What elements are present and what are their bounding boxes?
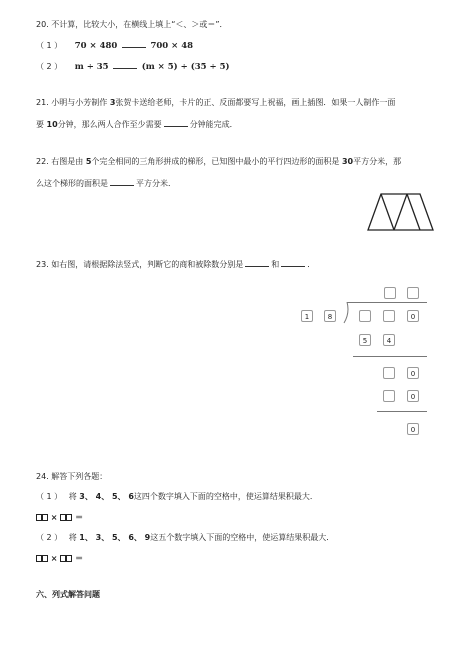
division-bar bbox=[347, 302, 427, 303]
q20-part2-right: (m × 5) ÷ (35 ÷ 5) bbox=[141, 62, 230, 72]
digit-slot[interactable] bbox=[66, 514, 72, 521]
product-digit: 0 bbox=[407, 390, 419, 402]
q24-numbers: 1、 3、 5、 6、 9 bbox=[79, 533, 151, 542]
quotient-box[interactable] bbox=[407, 287, 419, 299]
q22-line2 bbox=[36, 177, 176, 190]
q20-part1-blank[interactable] bbox=[122, 39, 146, 48]
q24-text: 将 bbox=[68, 492, 80, 501]
product-digit: 5 bbox=[359, 334, 371, 346]
section-6-title: 六、列式解答问题 bbox=[36, 590, 100, 599]
q21-number: 3 bbox=[109, 98, 116, 107]
trapezoid-divider bbox=[407, 194, 420, 230]
dividend-box[interactable] bbox=[383, 310, 395, 322]
q24-part2-label: （ 2 ） bbox=[36, 533, 63, 542]
final-remainder-digit: 0 bbox=[407, 423, 419, 435]
q24-numbers: 3、 4、 5、 6 bbox=[79, 492, 134, 501]
q23-blank-quotient[interactable] bbox=[245, 258, 269, 267]
q21-text: 要 bbox=[36, 120, 47, 129]
q21-line2 bbox=[36, 118, 238, 131]
divisor-digit: 1 bbox=[301, 310, 313, 322]
q24-part1-label: （ 1 ） bbox=[36, 492, 63, 501]
times-sign: × bbox=[50, 513, 58, 522]
q21-text: 分钟，那么两人合作至少需要 bbox=[57, 120, 162, 129]
q20-part2 bbox=[36, 60, 230, 73]
q21-text: 分钟能完成． bbox=[189, 120, 238, 129]
q21-blank[interactable] bbox=[164, 118, 188, 127]
q24-part1 bbox=[36, 491, 318, 503]
q23-text: 23. 如右图，请根据除法竖式，判断它的商和被除数分别是 bbox=[36, 260, 244, 269]
digit-slot[interactable] bbox=[42, 514, 48, 521]
q23-blank-dividend[interactable] bbox=[281, 258, 305, 267]
q23-text: 和 bbox=[271, 260, 280, 269]
q22-text: 个完全相同的三角形拼成的梯形，已知图中最小的平行四边形的面积是 bbox=[91, 157, 342, 166]
trapezoid-figure bbox=[367, 192, 435, 232]
q22-text: 平方分米． bbox=[136, 179, 176, 188]
equals-sign: ＝ bbox=[75, 554, 84, 563]
q21-line1 bbox=[36, 97, 395, 109]
subtraction-line bbox=[353, 356, 427, 357]
q24-text: 这四个数字填入下面的空格中，使运算结果积最大． bbox=[133, 492, 318, 501]
q24-text: 将 bbox=[68, 533, 80, 542]
product-box[interactable] bbox=[383, 390, 395, 402]
subtraction-line bbox=[377, 411, 427, 412]
remainder-box[interactable] bbox=[383, 367, 395, 379]
q23-stem bbox=[36, 258, 315, 271]
digit-slot[interactable] bbox=[42, 555, 48, 562]
q22-text: 22. 右图是由 bbox=[36, 157, 86, 166]
q22-text: 平方分米，那 bbox=[353, 157, 402, 166]
q20-part1-right: 700 × 48 bbox=[150, 41, 194, 51]
remainder-digit: 0 bbox=[407, 367, 419, 379]
trapezoid-divider bbox=[394, 194, 407, 230]
q20-part2-left: m ÷ 35 bbox=[74, 62, 109, 72]
product-digit: 4 bbox=[383, 334, 395, 346]
q22-number: 5 bbox=[85, 157, 92, 166]
q22-blank[interactable] bbox=[110, 177, 134, 186]
q20-part2-label: （ 2 ） bbox=[36, 62, 63, 71]
q22-line1 bbox=[36, 156, 401, 168]
q20-part1 bbox=[36, 39, 193, 52]
q20-part1-left: 70 × 480 bbox=[74, 41, 118, 51]
q20-part1-label: （ 1 ） bbox=[36, 41, 63, 50]
quotient-box[interactable] bbox=[384, 287, 396, 299]
times-sign: × bbox=[50, 554, 58, 563]
q24-part2-expression bbox=[36, 553, 83, 565]
q22-text: 么这个梯形的面积是 bbox=[36, 179, 108, 188]
q24-stem: 24. 解答下列各题： bbox=[36, 472, 108, 481]
q21-number: 10 bbox=[46, 120, 58, 129]
digit-slot[interactable] bbox=[66, 555, 72, 562]
equals-sign: ＝ bbox=[75, 513, 84, 522]
q21-text: 21. 小明与小芳制作 bbox=[36, 98, 110, 107]
q22-number: 30 bbox=[341, 157, 354, 166]
q24-part2 bbox=[36, 532, 334, 544]
q20-part2-blank[interactable] bbox=[113, 60, 137, 69]
divisor-digit: 8 bbox=[324, 310, 336, 322]
q20-stem: 20. 不计算，比较大小，在横线上填上“＜、＞或＝”． bbox=[36, 20, 228, 29]
q24-text: 这五个数字填入下面的空格中，使运算结果积最大． bbox=[150, 533, 335, 542]
q23-text: ． bbox=[307, 260, 316, 269]
dividend-box[interactable] bbox=[359, 310, 371, 322]
q24-part1-expression bbox=[36, 512, 83, 524]
dividend-digit: 0 bbox=[407, 310, 419, 322]
division-bracket bbox=[342, 302, 350, 324]
q21-text: 张贺卡送给老师，卡片的正、反面都要写上祝福，画上插图．如果一人制作一面 bbox=[115, 98, 396, 107]
trapezoid-divider bbox=[381, 194, 394, 230]
